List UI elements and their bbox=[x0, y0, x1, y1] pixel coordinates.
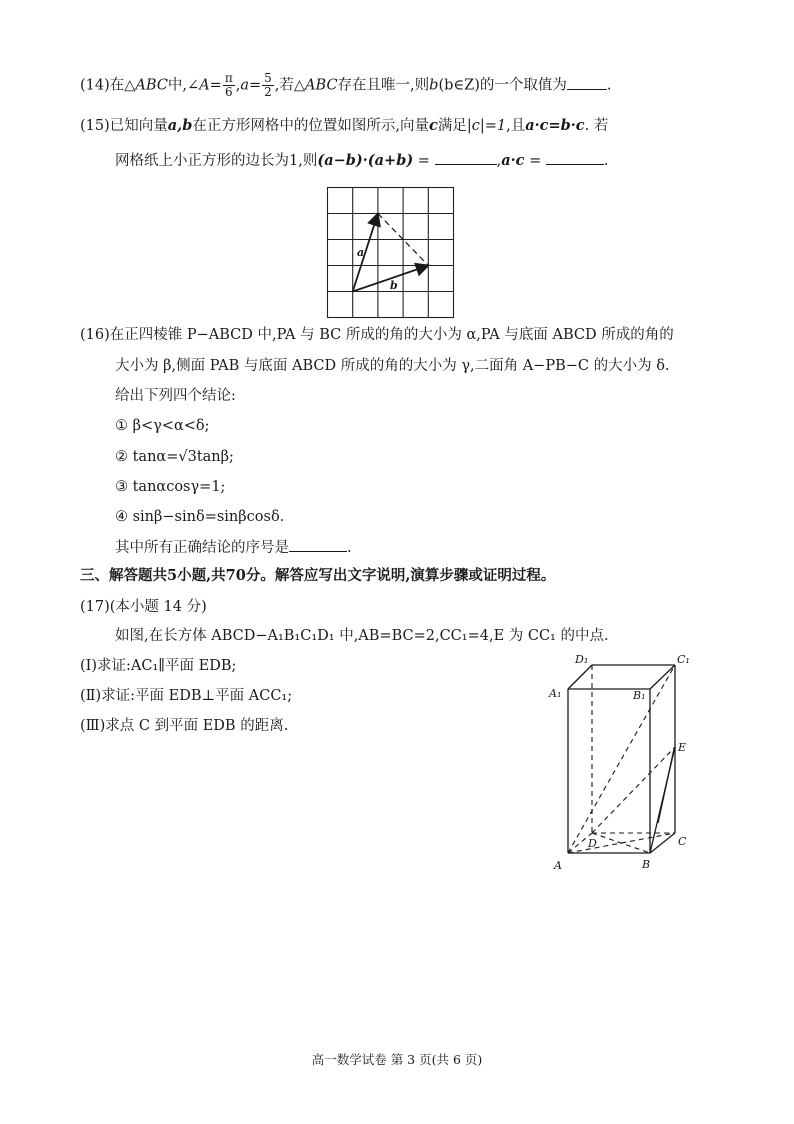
question-16-line2 bbox=[115, 356, 670, 376]
q16-ask-text: 其中所有正确结论的序号是 bbox=[115, 540, 289, 556]
q16-text: 在正四棱锥 P−ABCD 中,PA 与 BC 所成的角的大小为 α,PA 与底面 ABCD 所成的角的 bbox=[109, 327, 674, 343]
q14-text: 的一个取值为 bbox=[479, 77, 567, 94]
section-3-title bbox=[80, 566, 555, 586]
footer-text: 高一数学试卷 第 3 页(共 6 页) bbox=[311, 1052, 483, 1067]
q14-text: 中,∠ bbox=[167, 77, 200, 94]
q14-text: 在△ bbox=[109, 77, 136, 94]
label-B1: B₁ bbox=[633, 689, 646, 702]
q15-abs-c: |c|=1 bbox=[466, 118, 507, 134]
q15-vectors: a,b bbox=[167, 117, 193, 134]
q14-triangle: ABC bbox=[305, 77, 338, 94]
grid-lines bbox=[327, 187, 454, 318]
q15-number: (15) bbox=[80, 118, 110, 134]
q15-text: . 若 bbox=[584, 118, 609, 134]
q14-angle-var: A bbox=[199, 77, 210, 94]
q14-answer-blank[interactable] bbox=[567, 75, 607, 90]
q17-stem-text: 如图,在长方体 ABCD−A₁B₁C₁D₁ 中,AB=BC=2,CC₁=4,E 为 CC₁ 的中点. bbox=[115, 628, 609, 644]
q17-stem bbox=[115, 626, 609, 646]
q17-p3-text: (Ⅲ)求点 C 到平面 EDB 的距离. bbox=[80, 718, 289, 734]
label-D: D bbox=[588, 837, 597, 850]
q17-header bbox=[80, 597, 207, 617]
q16-conclusion-3 bbox=[115, 477, 225, 497]
q14-a-var: a bbox=[240, 77, 249, 94]
q16-text: 给出下列四个结论: bbox=[115, 388, 236, 404]
q14-eq: = bbox=[248, 77, 262, 94]
q15-expr2: a·c bbox=[501, 152, 525, 169]
q17-part-3 bbox=[80, 716, 288, 736]
q15-text: ,且 bbox=[506, 118, 526, 134]
question-16-line3 bbox=[115, 386, 236, 406]
q14-text: 存在且唯一,则 bbox=[337, 77, 430, 94]
q15-text: , bbox=[496, 153, 502, 169]
label-E: E bbox=[678, 741, 687, 754]
label-A: A bbox=[554, 859, 562, 872]
q16-number: (16) bbox=[80, 327, 110, 343]
q16-c4: ④ sinβ−sinδ=sinβcosδ. bbox=[115, 509, 285, 525]
frac-num: π bbox=[224, 71, 233, 85]
vector-b-label: b bbox=[390, 279, 398, 292]
question-16-line1 bbox=[80, 325, 674, 345]
vector-grid-figure bbox=[327, 187, 455, 319]
q14-triangle: ABC bbox=[135, 77, 168, 94]
label-A1: A₁ bbox=[549, 687, 562, 700]
q17-header-text: (17)(本小题 14 分) bbox=[80, 599, 207, 615]
q15-text: 已知向量 bbox=[109, 118, 168, 134]
q14-b-cond: (b∈Z) bbox=[438, 77, 480, 94]
q17-p2-text: (Ⅱ)求证:平面 EDB⊥平面 ACC₁; bbox=[80, 688, 293, 704]
q16-end: . bbox=[347, 540, 352, 556]
q14-b-var: b bbox=[429, 77, 439, 94]
q17-part-2 bbox=[80, 686, 292, 706]
q16-ask bbox=[115, 537, 352, 558]
cuboid-figure bbox=[540, 645, 715, 875]
q16-conclusion-4 bbox=[115, 507, 284, 527]
q14-end: . bbox=[606, 77, 612, 94]
q16-answer-blank[interactable] bbox=[289, 537, 347, 552]
q14-text: ,若△ bbox=[274, 77, 306, 94]
question-15-line2 bbox=[115, 150, 608, 171]
q14-comma: , bbox=[235, 77, 241, 94]
vector-a-label: a bbox=[357, 246, 365, 259]
q15-text: 网格纸上小正方形的边长为1,则 bbox=[115, 153, 318, 169]
frac-num: 5 bbox=[264, 71, 272, 85]
q15-eq: a·c=b·c bbox=[525, 117, 585, 134]
page-footer bbox=[0, 1050, 794, 1070]
q16-conclusion-1 bbox=[115, 416, 210, 436]
q15-vector-c: c bbox=[428, 117, 438, 134]
frac-den: 6 bbox=[224, 85, 233, 99]
q15-text: = bbox=[413, 153, 435, 169]
q15-text: 满足 bbox=[437, 118, 467, 134]
q16-conclusion-2 bbox=[115, 447, 234, 467]
q17-p1-text: (Ⅰ)求证:AC₁∥平面 EDB; bbox=[80, 658, 237, 674]
q14-eq: = bbox=[209, 77, 222, 94]
q15-text: 在正方形网格中的位置如图所示,向量 bbox=[192, 118, 429, 134]
label-D1: D₁ bbox=[575, 653, 589, 666]
question-15-line1 bbox=[80, 116, 608, 136]
label-C1: C₁ bbox=[677, 653, 690, 666]
q16-c3: ③ tanαcosγ=1; bbox=[115, 479, 226, 495]
q15-text: = bbox=[524, 153, 546, 169]
q14-number: (14) bbox=[80, 77, 110, 94]
q16-text: 大小为 β,侧面 PAB 与底面 ABCD 所成的角的大小为 γ,二面角 A−PB−C 的大小为 δ. bbox=[115, 358, 670, 374]
q15-answer-blank-1[interactable] bbox=[435, 150, 497, 165]
question-14 bbox=[80, 72, 611, 99]
q15-expr: (a−b)·(a+b) bbox=[317, 152, 414, 169]
q16-c1: ① β<γ<α<δ; bbox=[115, 418, 210, 434]
frac-den: 2 bbox=[264, 85, 272, 99]
q16-c2: ② tanα=√3tanβ; bbox=[115, 449, 234, 465]
q17-part-1 bbox=[80, 656, 236, 676]
label-B: B bbox=[642, 858, 651, 871]
q14-frac-pi-6 bbox=[223, 72, 235, 99]
q15-answer-blank-2[interactable] bbox=[546, 150, 604, 165]
q15-end: . bbox=[603, 153, 609, 169]
q14-frac-5-2 bbox=[262, 72, 274, 99]
section-title-text: 三、解答题共5小题,共70分。解答应写出文字说明,演算步骤或证明过程。 bbox=[80, 567, 556, 584]
label-C: C bbox=[678, 835, 687, 848]
